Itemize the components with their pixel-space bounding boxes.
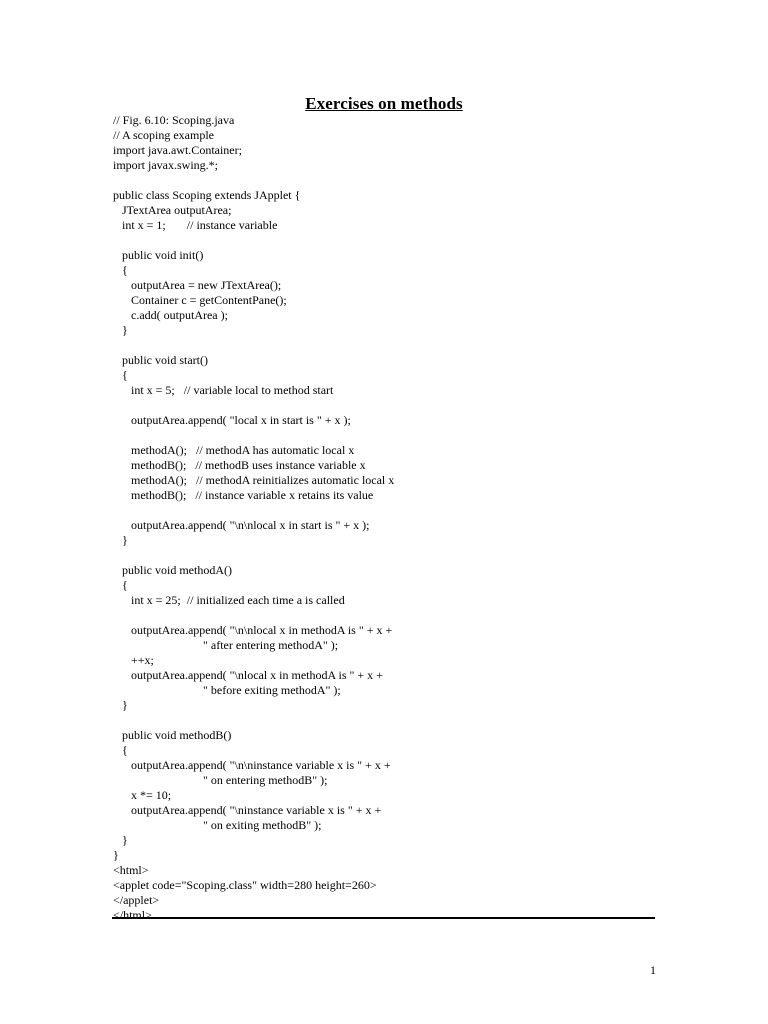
code-line: outputArea.append( "\n\nlocal x in start is " + x );: [113, 518, 370, 532]
code-line: [113, 428, 394, 443]
code-line: public void methodA(): [113, 563, 232, 577]
code-line: int x = 1; // instance variable: [113, 218, 278, 232]
code-line: // Fig. 6.10: Scoping.java: [113, 113, 235, 127]
code-line: " on entering methodB" );: [113, 773, 328, 787]
code-line: outputArea.append( "local x in start is " + x );: [113, 413, 351, 427]
code-line: import java.awt.Container;: [113, 143, 242, 157]
code-line: [113, 713, 394, 728]
page-number: 1: [650, 963, 656, 977]
code-line: [113, 548, 394, 563]
code-line: public void init(): [113, 248, 204, 262]
code-line: [113, 173, 394, 188]
code-line: {: [113, 263, 128, 277]
code-line: public void start(): [113, 353, 208, 367]
code-line: }: [113, 833, 128, 847]
code-line: outputArea.append( "\ninstance variable x is " + x +: [113, 803, 382, 817]
code-line: // A scoping example: [113, 128, 214, 142]
code-line: c.add( outputArea );: [113, 308, 228, 322]
code-line: int x = 5; // variable local to method start: [113, 383, 334, 397]
code-line: outputArea.append( "\nlocal x in methodA is " + x +: [113, 668, 383, 682]
code-line: </html>: [113, 908, 152, 922]
code-line: int x = 25; // initialized each time a is called: [113, 593, 345, 607]
code-line: methodB(); // methodB uses instance variable x: [113, 458, 366, 472]
code-line: {: [113, 743, 128, 757]
code-line: import javax.swing.*;: [113, 158, 218, 172]
code-line: public class Scoping extends JApplet {: [113, 188, 301, 202]
code-line: [113, 398, 394, 413]
code-line: methodA(); // methodA has automatic local x: [113, 443, 355, 457]
code-line: <html>: [113, 863, 149, 877]
code-line: }: [113, 533, 128, 547]
code-line: x *= 10;: [113, 788, 172, 802]
code-line: {: [113, 368, 128, 382]
code-line: Container c = getContentPane();: [113, 293, 287, 307]
code-line: [113, 338, 394, 353]
horizontal-rule: [112, 917, 655, 919]
code-line: [113, 503, 394, 518]
code-line: ++x;: [113, 653, 154, 667]
code-line: [113, 608, 394, 623]
code-line: methodA(); // methodA reinitializes automatic local x: [113, 473, 395, 487]
code-line: outputArea = new JTextArea();: [113, 278, 282, 292]
code-line: " on exiting methodB" );: [113, 818, 322, 832]
code-line: JTextArea outputArea;: [113, 203, 232, 217]
code-line: " after entering methodA" );: [113, 638, 339, 652]
code-line: methodB(); // instance variable x retains its value: [113, 488, 374, 502]
page-title: Exercises on methods: [305, 94, 463, 113]
code-line: }: [113, 848, 119, 862]
code-line: outputArea.append( "\n\ninstance variable x is " + x +: [113, 758, 391, 772]
code-line: }: [113, 698, 128, 712]
code-line: public void methodB(): [113, 728, 232, 742]
code-line: [113, 233, 394, 248]
code-line: outputArea.append( "\n\nlocal x in methodA is " + x +: [113, 623, 393, 637]
code-listing: [113, 113, 394, 923]
code-line: }: [113, 323, 128, 337]
code-line: " before exiting methodA" );: [113, 683, 341, 697]
code-line: </applet>: [113, 893, 160, 907]
code-line: {: [113, 578, 128, 592]
code-line: <applet code="Scoping.class" width=280 height=260>: [113, 878, 377, 892]
